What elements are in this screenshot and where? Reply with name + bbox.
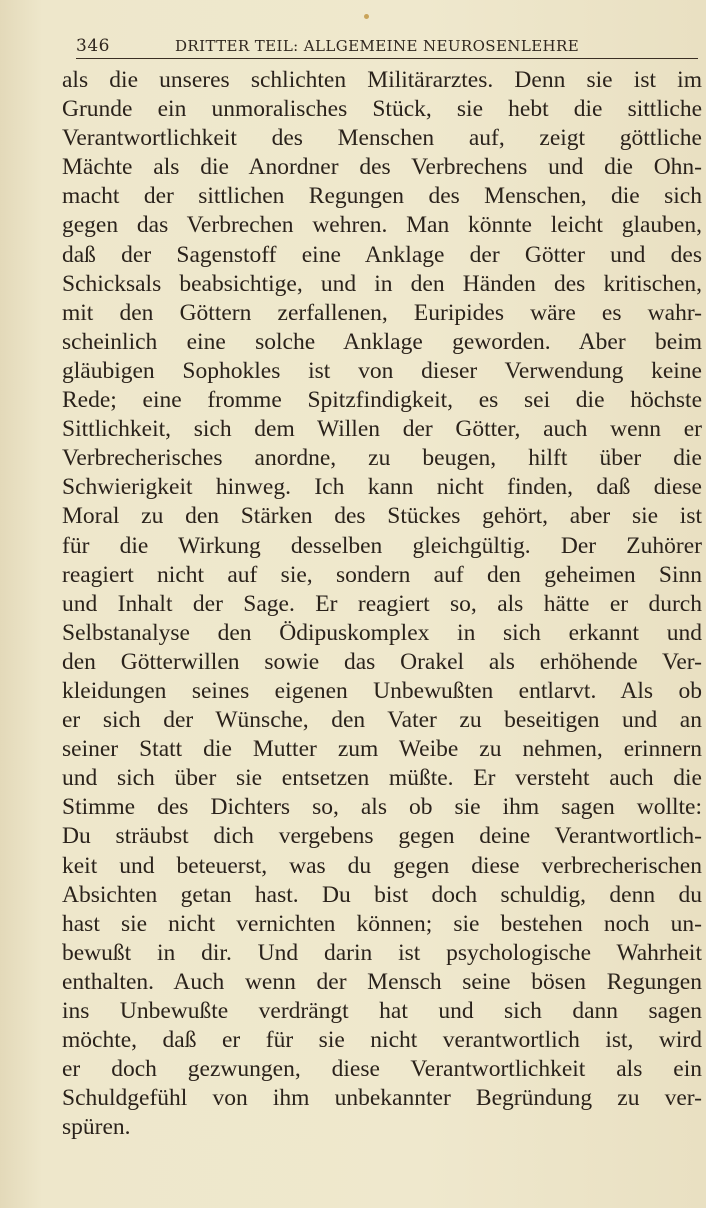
page-number: 346 [76, 36, 110, 56]
text-line: Moral zu den Stärken des Stückes gehört, aber sie ist [62, 503, 702, 530]
text-line: enthalten. Auch wenn der Mensch seine bösen Regungen [62, 968, 702, 995]
text-line: bewußt in dir. Und darin ist psychologische Wahrheit [62, 939, 702, 966]
text-line: und Inhalt der Sage. Er reagiert so, als hätte er durch [62, 590, 702, 617]
text-line: Grunde ein unmoralisches Stück, sie hebt die sittliche [62, 96, 702, 123]
text-line: scheinlich eine solche Anklage geworden. Aber beim [62, 328, 702, 355]
text-line: Du sträubst dich vergebens gegen deine Verantwortlich- [62, 823, 702, 850]
text-line: Sittlichkeit, sich dem Willen der Götter, auch wenn er [62, 416, 702, 443]
text-line: Schwierigkeit hinweg. Ich kann nicht finden, daß diese [62, 474, 702, 501]
text-line: den Götterwillen sowie das Orakel als erhöhende Ver- [62, 648, 702, 675]
text-line: möchte, daß er für sie nicht verantwortlich ist, wird [62, 1027, 702, 1054]
body-text [62, 66, 702, 1142]
text-line: hast sie nicht vernichten können; sie bestehen noch un- [62, 910, 702, 937]
text-line: Mächte als die Anordner des Verbrechens und die Ohn- [62, 154, 702, 181]
text-line: reagiert nicht auf sie, sondern auf den geheimen Sinn [62, 561, 702, 588]
text-line: als die unseres schlichten Militärarztes. Denn sie ist im [62, 67, 702, 93]
text-line: Selbstanalyse den Ödipuskomplex in sich erkannt und [62, 619, 702, 646]
text-line: ins Unbewußte verdrängt hat und sich dann sagen [62, 998, 702, 1024]
text-line: Rede; eine fromme Spitzfindigkeit, es sei die höchste [62, 387, 702, 414]
text-line: kleidungen seines eigenen Unbewußten entlarvt. Als ob [62, 677, 702, 704]
text-line: Schuldgefühl von ihm unbekannter Begründung zu ver- [62, 1085, 702, 1112]
text-line: spüren. [62, 1114, 131, 1141]
print-mark [364, 14, 369, 19]
text-line: daß der Sagenstoff eine Anklage der Götter und des [62, 241, 702, 268]
text-line: gegen das Verbrechen wehren. Man könnte leicht glauben, [62, 212, 702, 239]
text-line: seiner Statt die Mutter zum Weibe zu nehmen, erinnern [62, 736, 702, 763]
text-line: Absichten getan hast. Du bist doch schuldig, denn du [62, 881, 702, 908]
text-line: er sich der Wünsche, den Vater zu beseitigen und an [62, 707, 702, 734]
text-line: Verantwortlichkeit des Menschen auf, zeigt göttliche [62, 125, 702, 152]
text-line: für die Wirkung desselben gleichgültig. Der Zuhörer [62, 532, 702, 559]
text-line: er doch gezwungen, diese Verantwortlichkeit als ein [62, 1056, 702, 1083]
text-line: und sich über sie entsetzen müßte. Er versteht auch die [62, 765, 702, 792]
text-line: macht der sittlichen Regungen des Menschen, die sich [62, 183, 702, 210]
text-line: keit und beteuerst, was du gegen diese verbrecherischen [62, 852, 702, 879]
text-line: Schicksals beabsichtige, und in den Händen des kritischen, [62, 270, 702, 297]
text-line: Stimme des Dichters so, als ob sie ihm sagen wollte: [62, 794, 702, 821]
text-line: gläubigen Sophokles ist von dieser Verwendung keine [62, 357, 702, 384]
text-line: Verbrecherisches anordne, zu beugen, hilft über die [62, 445, 702, 472]
running-head: DRITTER TEIL: ALLGEMEINE NEUROSENLEHRE [175, 37, 580, 55]
page-header [76, 34, 698, 59]
text-line: mit den Göttern zerfallenen, Euripides wäre es wahr- [62, 299, 702, 326]
